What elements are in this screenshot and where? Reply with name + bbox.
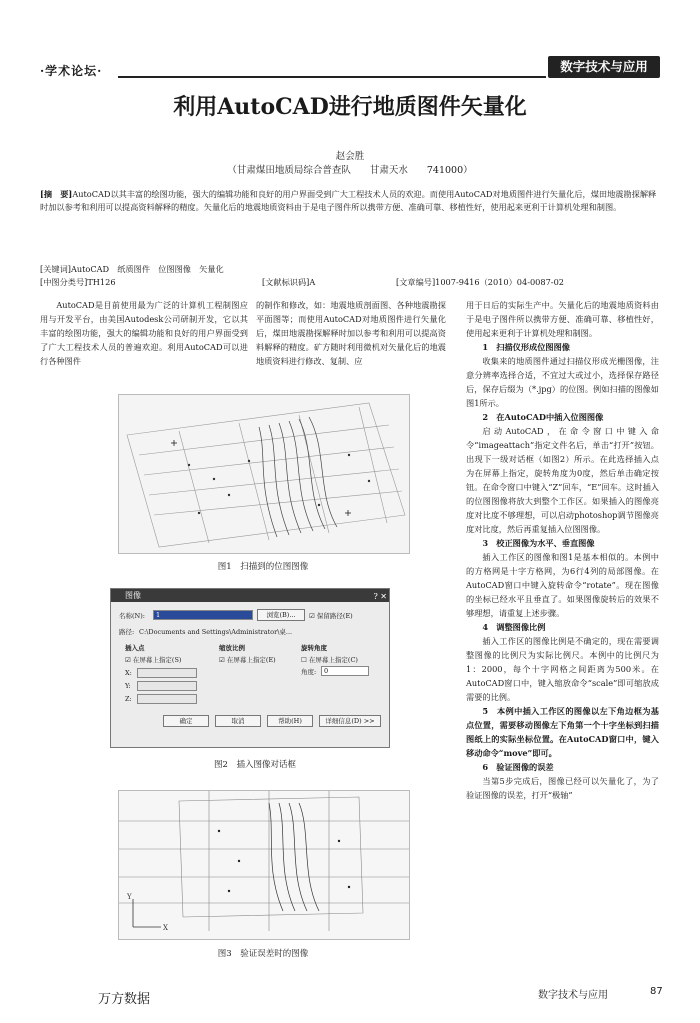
y-label: Y: (125, 682, 131, 690)
figure-2-caption: 图2 插入图像对话框 (214, 760, 296, 770)
column-2 (256, 298, 446, 368)
angle-label: 角度: (301, 668, 317, 676)
angle-value: 0 (324, 667, 329, 675)
section-3-heading: 3 校正图像为水平、垂直图像 (482, 538, 595, 548)
details-button[interactable]: 详细信息(D) >> (319, 715, 381, 727)
path-value: C:\Documents and Settings\Administrator\桌... (139, 628, 293, 636)
keywords: [关键词]AutoCAD 纸质图件 位图图像 矢量化 (40, 264, 224, 274)
keep-path-checkbox[interactable]: ☑ 保留路径(E) (309, 612, 353, 620)
section-6-body: 当第5步完成后，图像已经可以矢量化了，为了验证图像的误差，打开“极轴” (466, 776, 659, 800)
insert-point-label: 插入点 (125, 644, 145, 652)
column-1 (40, 298, 248, 368)
y-input[interactable] (137, 681, 197, 691)
section-4-body: 插入工作区的图像比例是不确定的，现在需要调整图像的比例尺为实际比例尺。本例中的比例尺为1：2000，每个十字网格之间距离为500米。在AutoCAD窗口中，键入缩放命令“scale”即可缩放成需要的比例。 (466, 636, 659, 702)
article-title: 利用AutoCAD进行地质图件矢量化 (173, 94, 527, 120)
help-button[interactable]: 帮助(H) (267, 715, 313, 727)
x-input[interactable] (137, 668, 197, 678)
dialog-titlebar (111, 589, 389, 602)
section-6-heading: 6 验证图像的误差 (482, 762, 554, 772)
section-2-body: 启动AutoCAD，在命令窗口中键入命令“imageattach”指定文件名后，单击“打开”按钮。出现下一级对话框（如图2）所示。在此选择插入点为在屏幕上指定，旋转角度为0度，然后单击确定按钮。在命令窗口中键入“Z”回车，“E”回车。这时插入的位图图像将放大到整个工作区。如果插入的图像亮度对比度不够理想，可以启动photoshop调节图像亮度对比度，然后再重复插入位图图像。 (466, 426, 659, 534)
scale-specify-checkbox[interactable]: ☑ 在屏幕上指定(E) (219, 656, 276, 664)
section-5-heading: 5 本例中插入工作区的图像以左下角边框为基点位置，需要移动图像左下角第一个十字坐标到扫描图纸上的实际坐标位置。在AutoCAD窗口中，键入移动命令“move”即可。 (466, 706, 659, 758)
z-label: Z: (125, 695, 132, 703)
scale-label: 缩放比例 (219, 644, 245, 652)
path-label: 路径: (119, 628, 135, 636)
section-2-heading: 2 在AutoCAD中插入位图图像 (482, 412, 604, 422)
z-input[interactable] (137, 694, 197, 704)
x-label: X: (125, 669, 132, 677)
column-3 (466, 298, 659, 802)
ok-button[interactable]: 确定 (163, 715, 209, 727)
section-3-body: 插入工作区的图像和图1是基本相似的。本例中的方格网是十字方格网，为6行4列的局部图像。在AutoCAD窗口中键入旋转命令“rotate”。现在图像的坐标已经水平且垂直了。如果图像旋转后的效果不够理想，请重复上述步骤。 (466, 552, 659, 618)
keep-path-label: 保留路径(E) (316, 612, 353, 620)
name-select[interactable] (153, 610, 253, 620)
insert-specify-checkbox[interactable]: ☑ 在屏幕上指定(S) (125, 656, 182, 664)
dialog-title: 图像 (125, 591, 141, 600)
y-axis-letter: Y (127, 893, 132, 901)
section-1-heading: 1 扫描仪形成位图图像 (482, 342, 570, 352)
abstract (40, 188, 658, 213)
abstract-label: [摘 要] (40, 189, 73, 199)
footer-database: 万方数据 (98, 992, 151, 1007)
journal-banner: 数字技术与应用 (548, 56, 660, 78)
footer-journal: 数字技术与应用 (538, 990, 608, 1001)
angle-input[interactable] (321, 666, 369, 676)
section-label: ·学术论坛· (40, 64, 103, 78)
col3-intro: 用于日后的实际生产中。矢量化后的地震地质资料由于是电子图件所以携带方便、准确可靠、移植性好，使用起来更利于计算机处理和制图。 (466, 300, 659, 338)
dialog-window-buttons (373, 590, 387, 603)
article-number: [文章编号]1007-9416（2010）04-0087-02 (396, 277, 564, 287)
section-1-body: 收集来的地质图件通过扫描仪形成光栅图像，注意分辨率选择合适，不宜过大或过小，选择保存路径后，保存后缀为（*.jpg）的位图。例如扫描的图像如图1所示。 (466, 356, 659, 408)
figure-3-caption: 图3 验证误差时的图像 (217, 949, 309, 959)
abstract-text: AutoCAD以其丰富的绘图功能，强大的编辑功能和良好的用户界面受到广大工程技术人员的欢迎。而使用AutoCAD对地质图件进行矢量化后，煤田地震勘探解释时加以参考和利用可以提高资料解释的精度。矢量化后的地震地质资料由于是电子图件所以携带方便、准确可靠、移植性好，使用起来更利于计算机处理和制图。 (40, 189, 657, 212)
document-code: [文献标识码]A (262, 277, 316, 287)
col2-paragraph: 的制作和修改，如：地震地质剖面图、各种地震勘探平面图等；而使用AutoCAD对地质图件进行矢量化后，煤田地震勘探解释时加以参考和利用可以提高资料解释的精度。矿方随时利用微机对矢量化后的地震地质资料进行修改、复制、应 (256, 300, 446, 366)
page-number: 87 (650, 986, 663, 997)
rotation-specify-checkbox[interactable]: ☐ 在屏幕上指定(C) (301, 656, 358, 664)
close-icon[interactable]: ✕ (380, 592, 387, 601)
figure-1-caption: 图1 扫描到的位图图像 (217, 562, 309, 572)
rotation-label: 旋转角度 (301, 644, 327, 652)
figure-1-scanned-map (118, 394, 410, 554)
clc-number: [中图分类号]TH126 (40, 277, 116, 287)
header-rule (118, 76, 546, 78)
name-label: 名称(N): (119, 612, 145, 620)
help-icon[interactable]: ? (373, 592, 378, 601)
affiliation: （甘肃煤田地质局综合普查队 甘肃天水 741000） (227, 165, 473, 176)
cancel-button[interactable]: 取消 (215, 715, 261, 727)
author: 赵会胜 (335, 151, 365, 162)
figure-3-verify-image (118, 790, 410, 940)
insert-image-dialog (110, 588, 390, 748)
name-value: 1 (156, 611, 161, 619)
browse-button[interactable]: 浏览(B)... (257, 609, 305, 621)
x-axis-letter: X (163, 924, 168, 932)
col1-paragraph: AutoCAD是目前使用最为广泛的计算机工程制图应用与开发平台，由美国Autodesk公司研制开发，它以其丰富的绘图功能，强大的编辑功能和良好的用户界面受到了广大工程技术人员的普遍欢迎。利用AutoCAD可以进行各种图件 (40, 300, 248, 366)
section-4-heading: 4 调整图像比例 (482, 622, 546, 632)
